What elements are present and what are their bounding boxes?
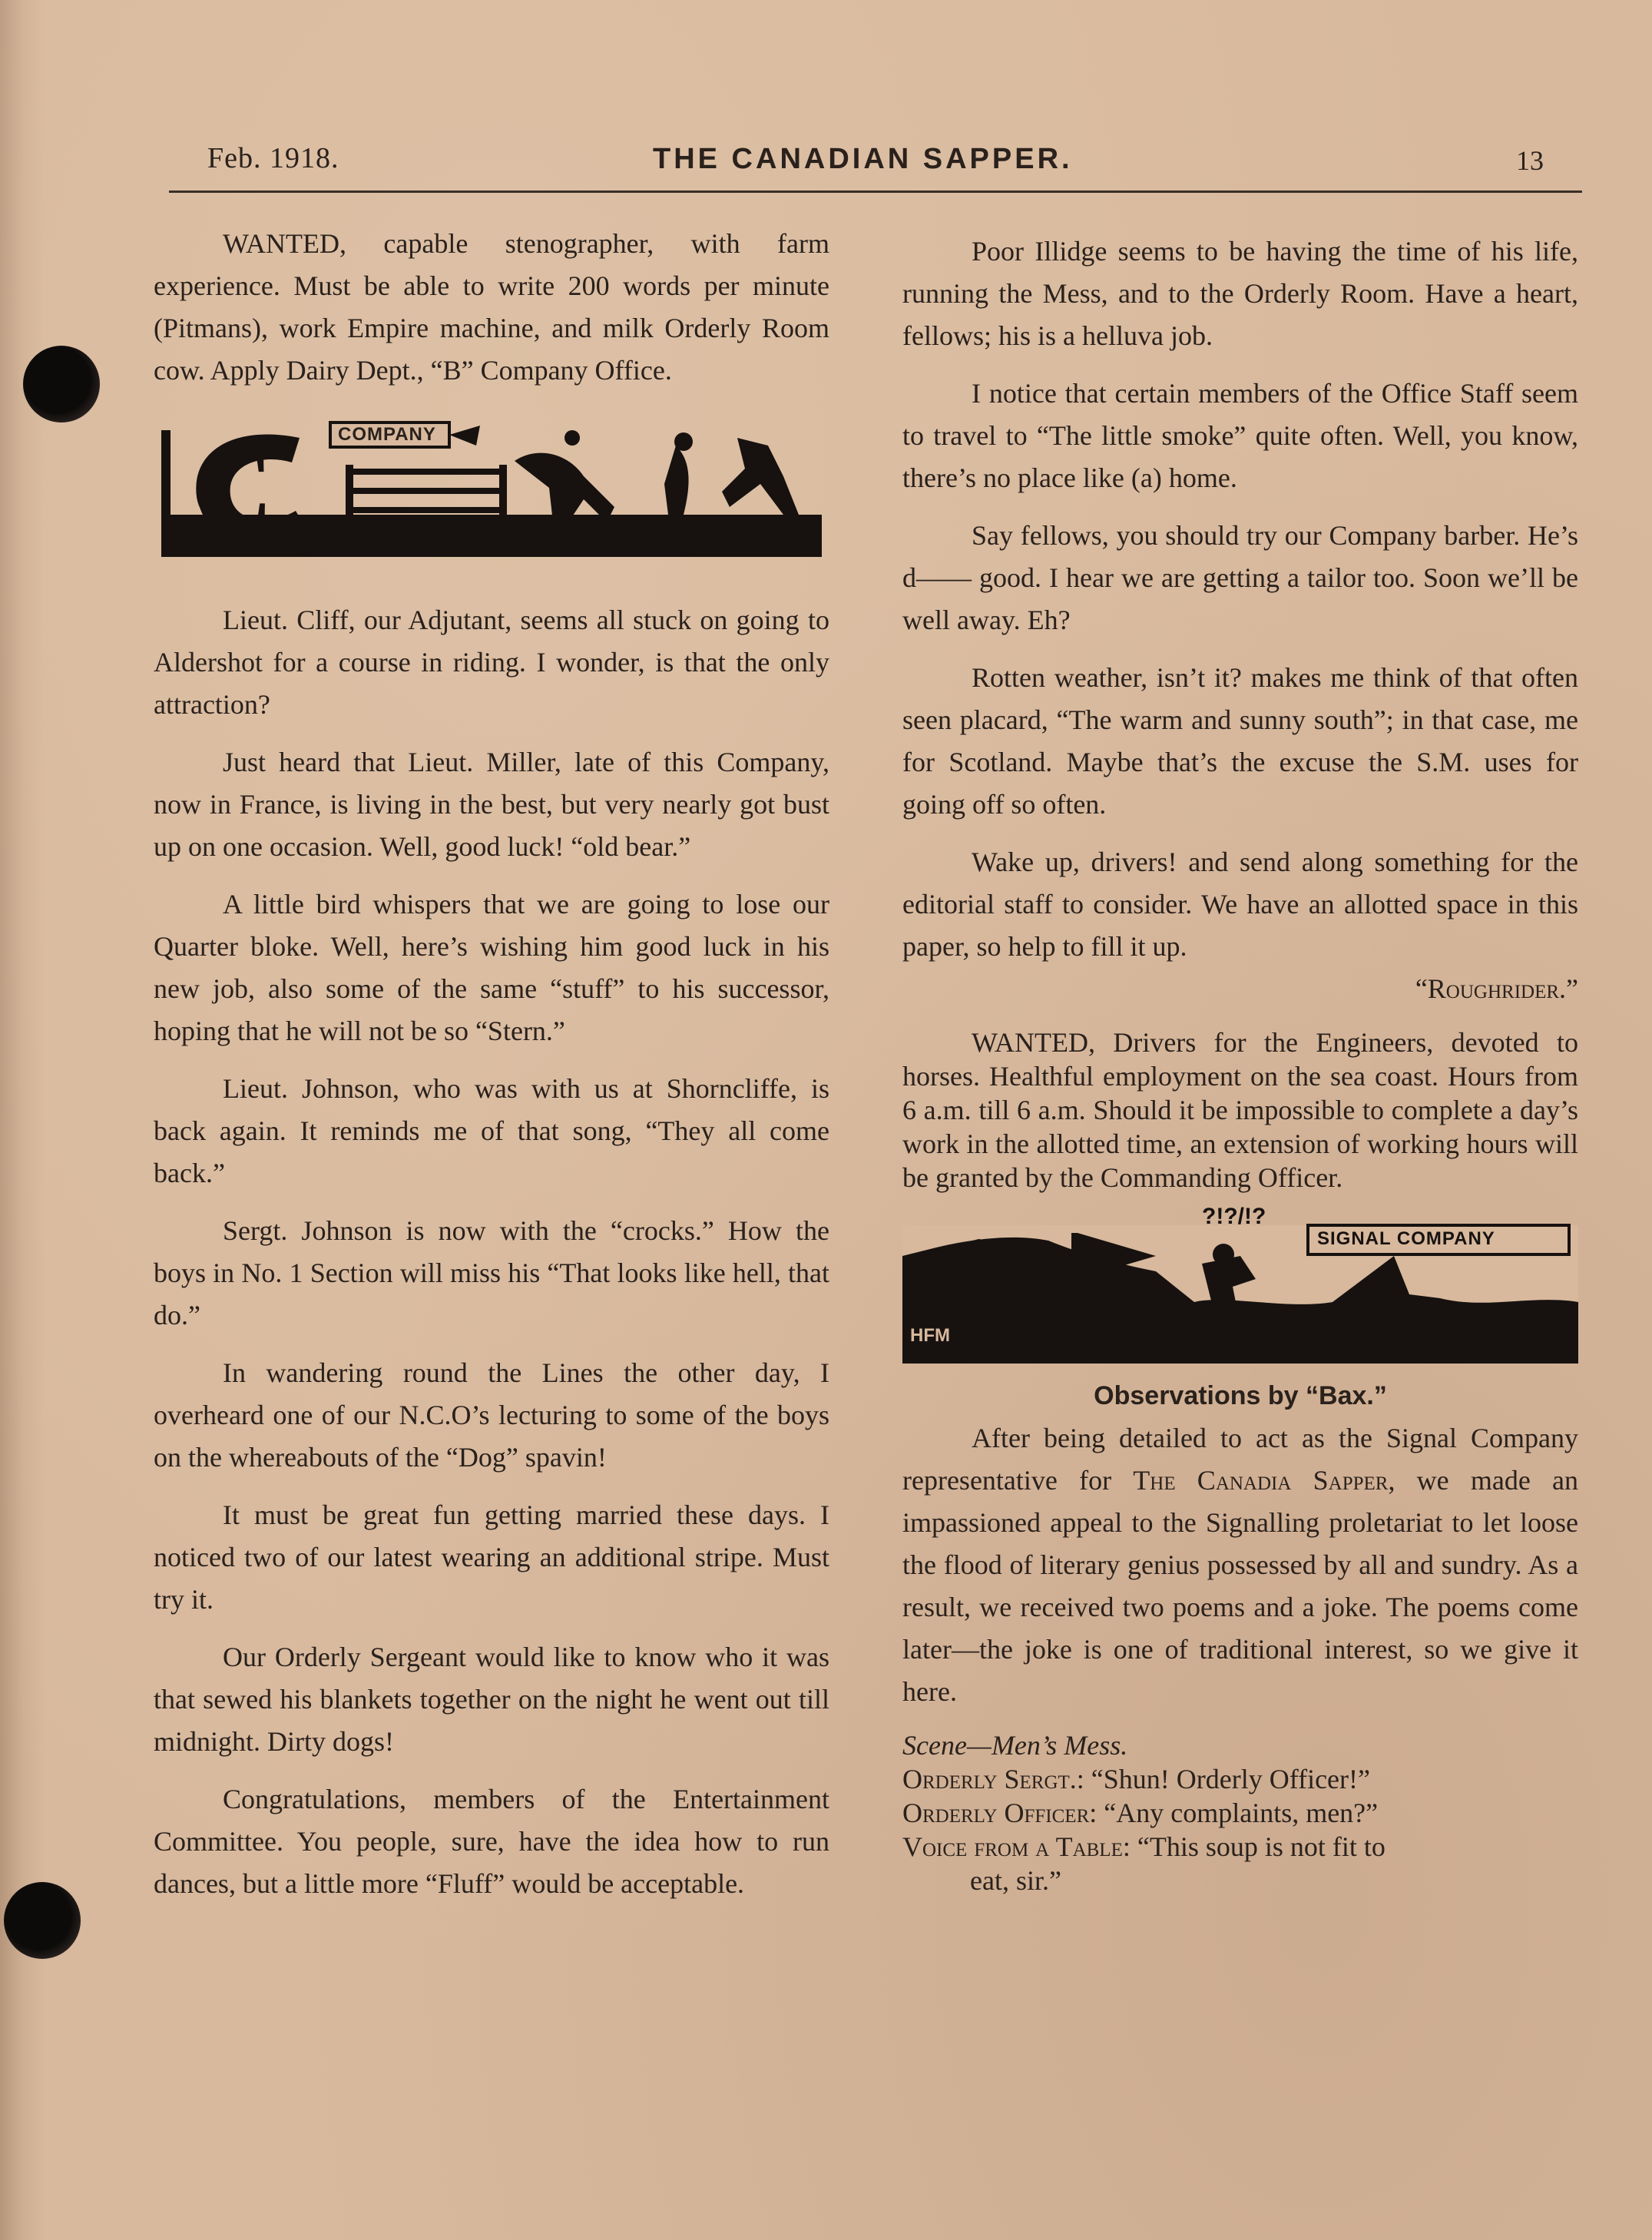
running-header	[207, 137, 1544, 198]
scene-line: Scene—Men’s Mess.	[902, 1730, 1128, 1761]
para-little-smoke: I notice that certain members of the Office Staff seem to travel to “The little smoke” quite often. Well, you know, there’s no place like (a) home.	[902, 378, 1578, 493]
ad-wanted-drivers: WANTED, Drivers for the Engineers, devoted to horses. Healthful employment on the sea coast. Hours from 6 a.m. till 6 a.m. Should it be impossible to complete a day’s work in the allotted time, an extension of working hours will be granted by the Commanding Officer.	[902, 1027, 1578, 1193]
dialog-line-2	[902, 1796, 1578, 1830]
dialog-speaker: Orderly Sergt.:	[902, 1764, 1084, 1794]
signal-company-banner	[902, 1204, 1578, 1364]
para-sergt-johnson: Sergt. Johnson is now with the “crocks.” How the boys in No. 1 Section will miss his “That looks like hell, that do.”	[154, 1215, 829, 1330]
dialog-line-3-continued: eat, sir.”	[970, 1865, 1061, 1896]
dialog-speaker: Orderly Officer:	[902, 1798, 1097, 1828]
para-lieut-miller: Just heard that Lieut. Miller, late of this Company, now in France, is living in the best, but very nearly got bust up on one occasion. Well, good luck! “old bear.”	[154, 747, 829, 862]
obs-paper-name: The Canadia Sapper	[1133, 1465, 1389, 1496]
company-banner-letter: C	[190, 424, 274, 552]
para-lieut-johnson: Lieut. Johnson, who was with us at Shorncliffe, is back again. It reminds me of that song, “They all come back.”	[154, 1073, 829, 1188]
left-column	[154, 223, 829, 1920]
header-date: Feb. 1918.	[207, 142, 339, 174]
obs-text-rest: , we made an impassioned appeal to the Signalling proletariat to let loose the flood of literary genius possessed by all and sundry. As a result, we received two poems and a joke. The poems come later—the joke is one of traditional interest, so we give it here.	[902, 1465, 1578, 1707]
signal-banner-sign: SIGNAL COMPANY	[1317, 1228, 1495, 1249]
para-quarter-bloke: A little bird whispers that we are going to lose our Quarter bloke. Well, here’s wishing him good luck in his new job, also some of the same “stuff” to his successor, hoping that he will not be so “Stern.”	[154, 889, 829, 1046]
para-blankets: Our Orderly Sergeant would like to know who it was that sewed his blankets together on the night he went out till midnight. Dirty dogs!	[154, 1642, 829, 1757]
dialog-speaker: Voice from a Table:	[902, 1831, 1131, 1862]
binding-hole-top	[23, 346, 100, 422]
para-lines: In wandering round the Lines the other day, I overheard one of our N.C.O’s lecturing to some of the boys on the whereabouts of the “Dog” spavin!	[154, 1357, 829, 1473]
para-drivers: Wake up, drivers! and send along something for the editorial staff to consider. We have an allotted space in this paper, so help to fill it up.	[902, 847, 1578, 962]
company-banner-sign: COMPANY	[338, 424, 436, 445]
para-weather: Rotten weather, isn’t it? makes me think of that often seen placard, “The warm and sunny south”; in that case, me for Scotland. Maybe that’s the excuse the S.M. uses for going off so often.	[902, 662, 1578, 820]
observations-heading: Observations by “Bax.”	[1094, 1381, 1387, 1410]
signal-banner-initials: HFM	[910, 1325, 950, 1346]
page-number: 13	[1516, 145, 1544, 176]
company-banner	[154, 415, 829, 561]
para-barber: Say fellows, you should try our Company barber. He’s d—— good. I hear we are getting a tailor too. Soon we’ll be well away. Eh?	[902, 520, 1578, 635]
para-congratulations: Congratulations, members of the Entertainment Committee. You people, sure, have the idea how to run dances, but a little more “Fluff” would be acceptable.	[154, 1784, 829, 1899]
dialog-text: “Any complaints, men?”	[1104, 1798, 1379, 1828]
dialog-line-1	[902, 1762, 1578, 1796]
right-column	[902, 230, 1578, 1897]
ad-wanted-stenographer: WANTED, capable stenographer, with farm experience. Must be able to write 200 words per minute (Pitmans), work Empire machine, and milk Orderly Room cow. Apply Dairy Dept., “B” Company Office.	[154, 228, 829, 386]
para-lieut-cliff: Lieut. Cliff, our Adjutant, seems all stuck on going to Aldershot for a course in riding. I wonder, is that the only attraction?	[154, 605, 829, 720]
signal-banner-marks: ?!?/!?	[1202, 1204, 1266, 1229]
header-title: THE CANADIAN SAPPER.	[653, 143, 1073, 175]
dialog-line-3	[902, 1830, 1578, 1864]
binding-hole-bottom	[4, 1882, 81, 1959]
obs-text-start: After being detailed to act as the Signal Company representative for	[902, 1423, 1578, 1496]
signature-roughrider: “Roughrider.”	[1415, 973, 1578, 1004]
para-observations	[902, 1417, 1578, 1713]
dialog-text: “This soup is not fit to	[1137, 1831, 1385, 1862]
dialog-text: “Shun! Orderly Officer!”	[1091, 1764, 1370, 1794]
header-rule	[169, 191, 1582, 193]
para-illidge: Poor Illidge seems to be having the time of his life, running the Mess, and to the Orderly Room. Have a heart, fellows; his is a helluva job.	[902, 236, 1578, 351]
para-married: It must be great fun getting married these days. I noticed two of our latest wearing an additional stripe. Must try it.	[154, 1499, 829, 1615]
